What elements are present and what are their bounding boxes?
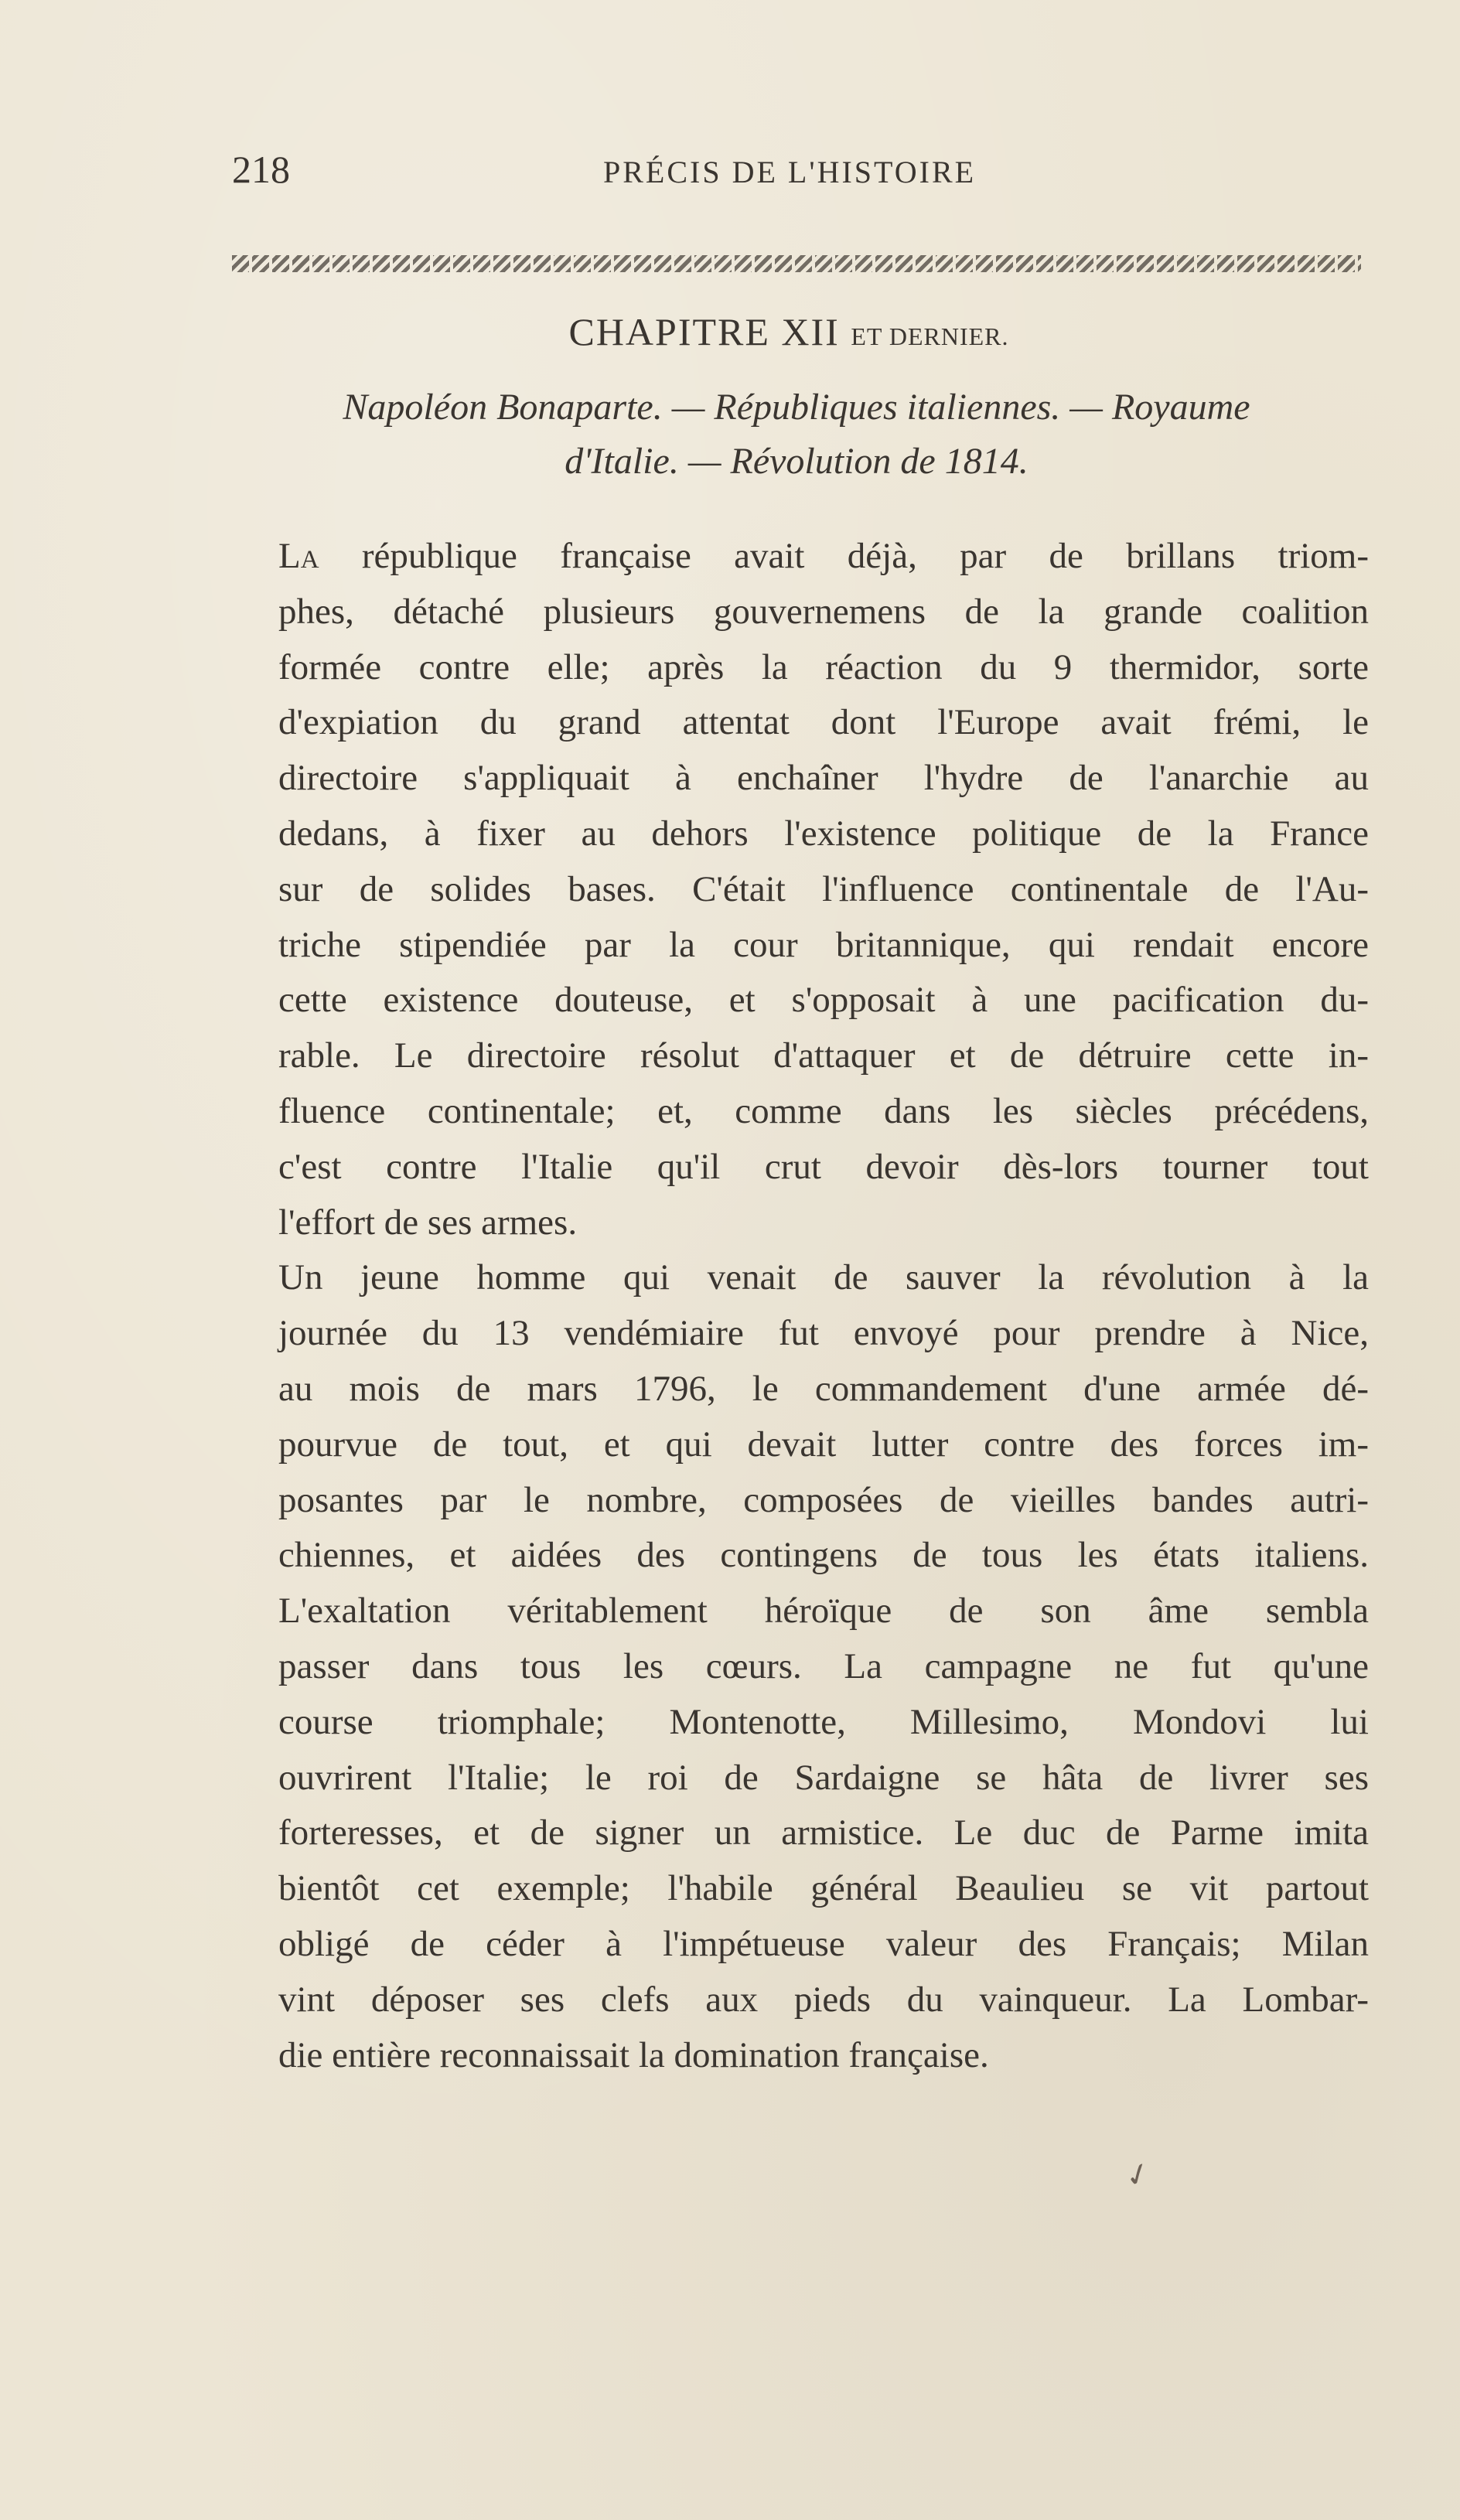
text-line: cette existence douteuse, et s'opposait à une pacification du- (278, 980, 1369, 1021)
paragraph-lead: La (278, 536, 319, 576)
text-line: obligé de céder à l'impétueuse valeur des Français; Milan (278, 1923, 1369, 1964)
chapter-title: CHAPITRE XII (568, 310, 840, 353)
text-line: fluence continentale; et, comme dans les siècles précédens, (278, 1090, 1369, 1131)
running-head (232, 147, 1384, 201)
text-line: d'expiation du grand attentat dont l'Europe avait frémi, le (278, 702, 1369, 743)
text-line: sur de solides bases. C'était l'influence continentale de l'Au- (278, 868, 1369, 909)
paragraph-2 (232, 1250, 1369, 2083)
pencil-tick-icon: ✓ (1120, 2153, 1157, 2197)
text-line: formée contre elle; après la réaction du 9 thermidor, sorte (278, 646, 1369, 687)
text-line: ouvrirent l'Italie; le roi de Sardaigne se hâta de livrer ses (278, 1757, 1369, 1798)
text-line: pourvue de tout, et qui devait lutter contre des forces im- (278, 1424, 1369, 1465)
decorative-rule (232, 255, 1361, 272)
text-line: posantes par le nombre, composées de vieilles bandes autri- (278, 1479, 1369, 1520)
chapter-summary-line: Napoléon Bonaparte. — Républiques italiennes. — Royaume (343, 387, 1250, 428)
text-line: rable. Le directoire résolut d'attaquer et de détruire cette in- (278, 1035, 1369, 1076)
running-title: PRÉCIS DE L'HISTOIRE (603, 155, 977, 189)
text-line: die entière reconnaissait la domination française. (278, 2034, 989, 2075)
text-line: c'est contre l'Italie qu'il crut devoir dès-lors tourner tout (278, 1146, 1369, 1187)
chapter-summary (232, 380, 1361, 489)
body-text (232, 529, 1369, 2083)
paragraph-1 (232, 529, 1369, 1250)
page-content (232, 147, 1384, 2083)
text-line: bientôt cet exemple; l'habile général Beaulieu se vit partout (278, 1868, 1369, 1909)
text-line: au mois de mars 1796, le commandement d'une armée dé- (278, 1368, 1369, 1409)
text-line: triche stipendiée par la cour britannique, qui rendait encore (278, 924, 1369, 965)
text-line: forteresses, et de signer un armistice. Le duc de Parme imita (278, 1812, 1369, 1853)
text-line: phes, détaché plusieurs gouvernemens de la grande coalition (278, 591, 1369, 632)
text-line: chiennes, et aidées des contingens de tous les états italiens. (278, 1535, 1369, 1576)
chapter-title-suffix: ET DERNIER. (851, 322, 1009, 350)
chapter-heading (232, 309, 1346, 354)
text-line: Un jeune homme qui venait de sauver la révolution à la (278, 1257, 1369, 1298)
text-line: l'effort de ses armes. (278, 1202, 578, 1243)
page-number: 218 (232, 148, 290, 191)
text-line: directoire s'appliquait à enchaîner l'hydre de l'anarchie au (278, 758, 1369, 799)
text-line: vint déposer ses clefs aux pieds du vainqueur. La Lombar- (278, 1979, 1369, 2020)
text-line: L'exaltation véritablement héroïque de son âme sembla (278, 1591, 1369, 1632)
text-line: course triomphale; Montenotte, Millesimo, Mondovi lui (278, 1701, 1369, 1742)
chapter-summary-line: d'Italie. — Révolution de 1814. (565, 441, 1028, 482)
text-line: dedans, à fixer au dehors l'existence politique de la France (278, 813, 1369, 854)
text-line: journée du 13 vendémiaire fut envoyé pour prendre à Nice, (278, 1313, 1369, 1354)
text-line: république française avait déjà, par de brillans triom- (319, 536, 1369, 576)
text-line: passer dans tous les cœurs. La campagne ne fut qu'une (278, 1645, 1369, 1686)
